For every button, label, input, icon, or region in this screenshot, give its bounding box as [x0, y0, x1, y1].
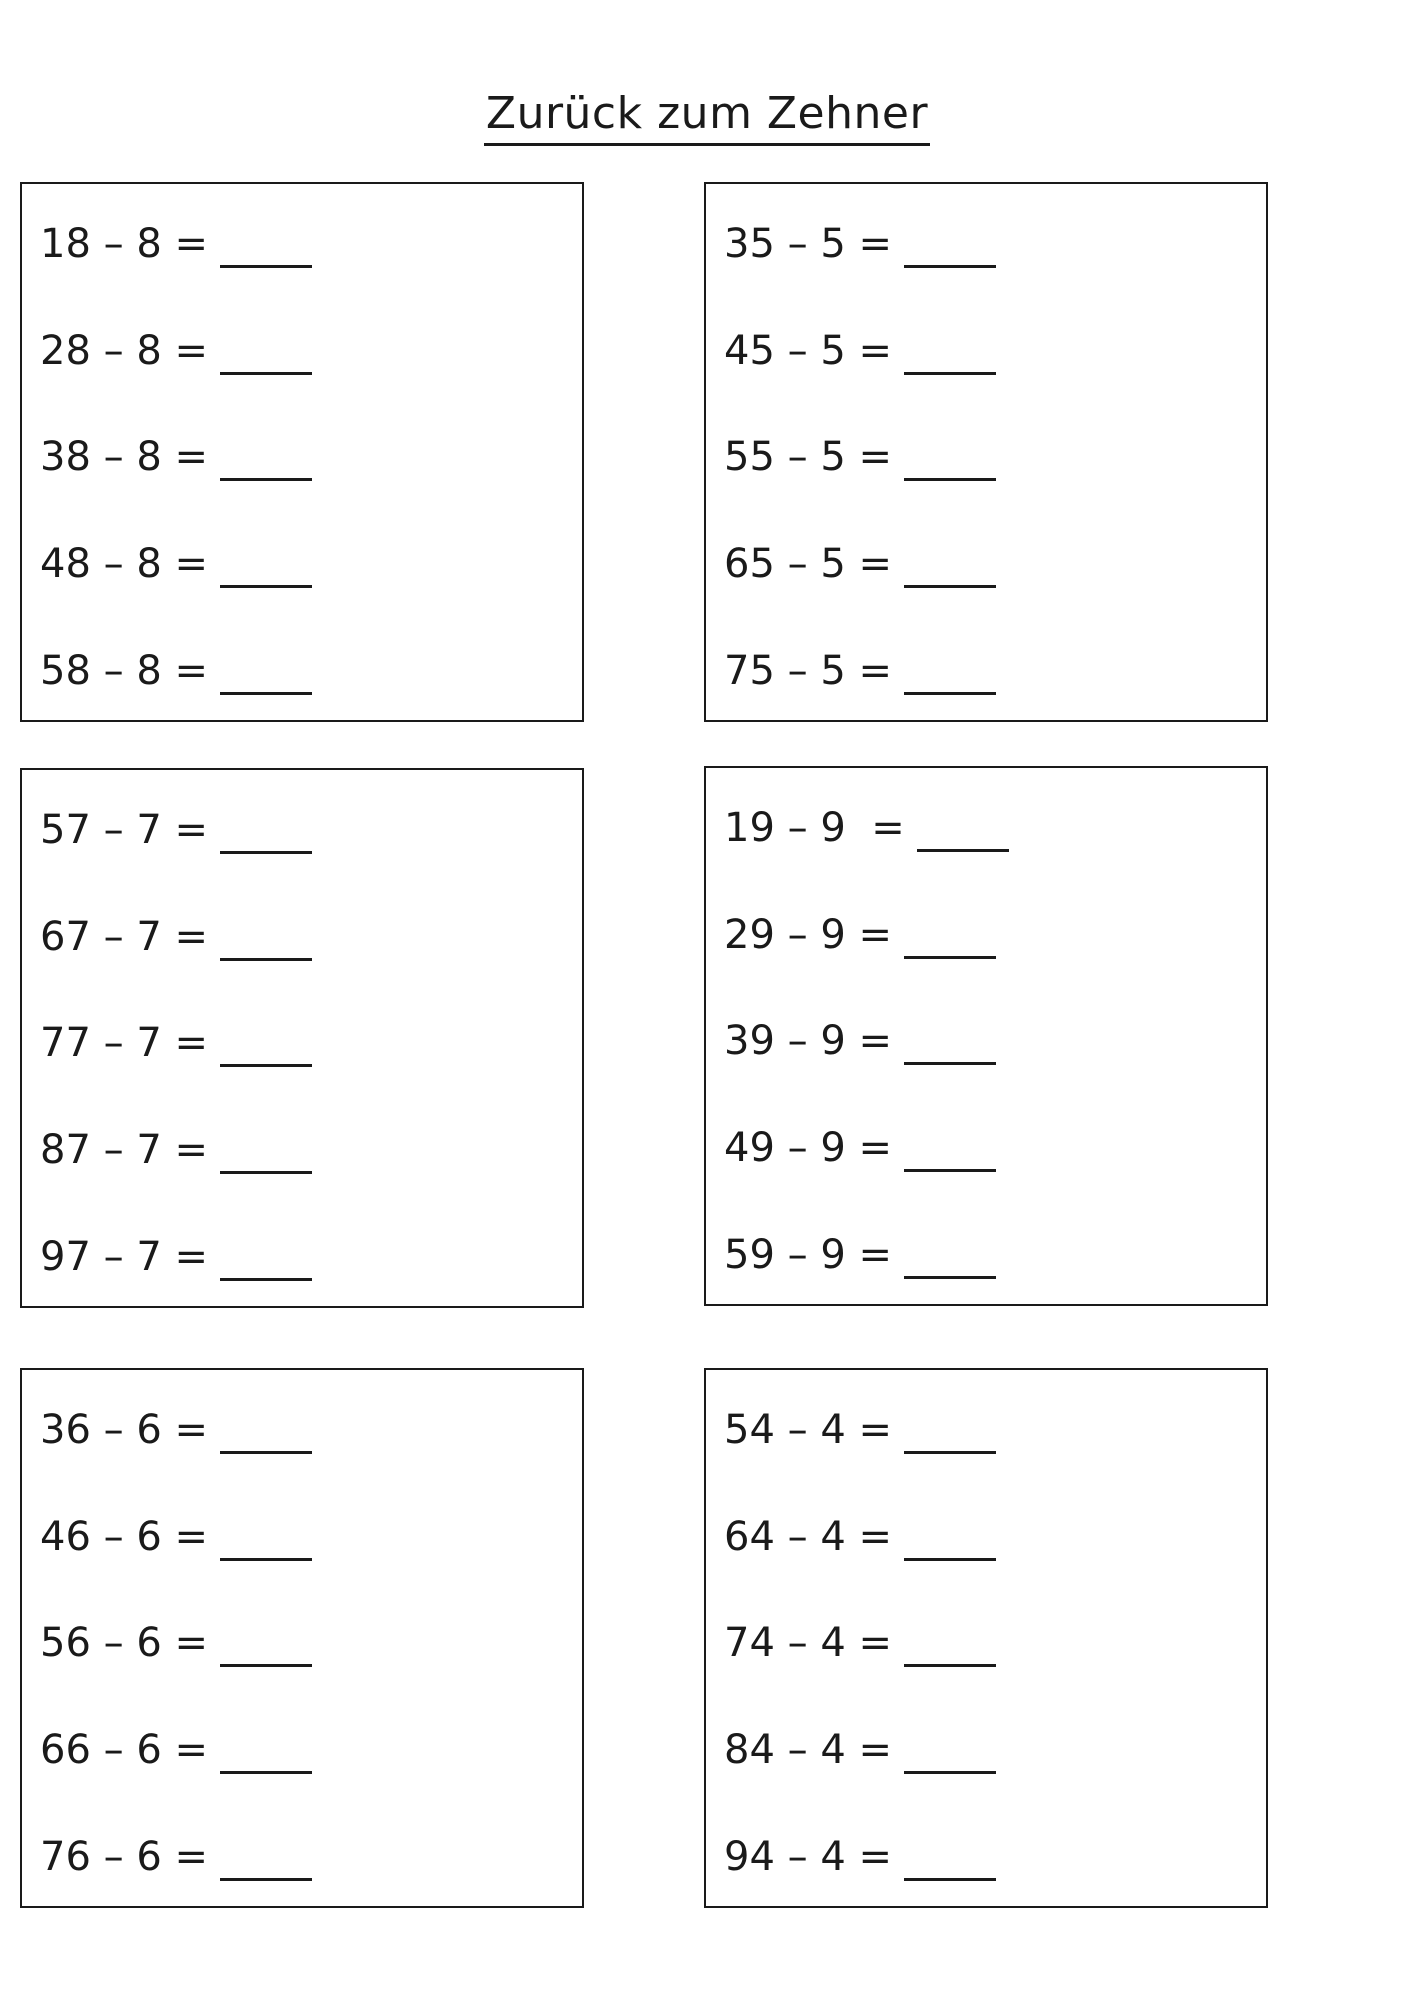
- answer-blank[interactable]: [904, 1771, 996, 1774]
- equation-row: [724, 524, 996, 587]
- equation-row: [40, 1390, 312, 1453]
- equation-row: [724, 788, 1009, 851]
- equation-text: 28 – 8 =: [40, 328, 209, 374]
- answer-blank[interactable]: [904, 1276, 996, 1279]
- equation-text: 75 – 5 =: [724, 648, 893, 694]
- answer-blank[interactable]: [220, 958, 312, 961]
- title-text: Zurück zum Zehner: [484, 88, 930, 146]
- equation-text: 94 – 4 =: [724, 1834, 893, 1880]
- answer-blank[interactable]: [220, 1771, 312, 1774]
- equation-text: 87 – 7 =: [40, 1127, 209, 1173]
- answer-blank[interactable]: [220, 265, 312, 268]
- equation-row: [40, 311, 312, 374]
- equation-row: [724, 1710, 996, 1773]
- exercise-box: [20, 182, 584, 722]
- answer-blank[interactable]: [220, 478, 312, 481]
- answer-blank[interactable]: [220, 1278, 312, 1281]
- equation-row: [40, 790, 312, 853]
- equation-row: [724, 895, 996, 958]
- exercise-box: [704, 766, 1268, 1306]
- equation-text: 59 – 9 =: [724, 1232, 893, 1278]
- equation-text: 58 – 8 =: [40, 648, 209, 694]
- answer-blank[interactable]: [220, 692, 312, 695]
- answer-blank[interactable]: [220, 1878, 312, 1881]
- answer-blank[interactable]: [220, 851, 312, 854]
- equation-text: 54 – 4 =: [724, 1407, 893, 1453]
- equation-row: [40, 524, 312, 587]
- equation-text: 57 – 7 =: [40, 807, 209, 853]
- answer-blank[interactable]: [220, 372, 312, 375]
- equation-text: 36 – 6 =: [40, 1407, 209, 1453]
- equation-text: 45 – 5 =: [724, 328, 893, 374]
- equation-text: 48 – 8 =: [40, 541, 209, 587]
- equation-row: [724, 417, 996, 480]
- equation-row: [40, 417, 312, 480]
- equation-row: [724, 204, 996, 267]
- equation-text: 97 – 7 =: [40, 1234, 209, 1280]
- answer-blank[interactable]: [904, 265, 996, 268]
- equation-row: [40, 631, 312, 694]
- page-title: [0, 88, 1414, 146]
- equation-text: 29 – 9 =: [724, 912, 893, 958]
- exercise-box: [20, 768, 584, 1308]
- answer-blank[interactable]: [904, 1169, 996, 1172]
- equation-text: 74 – 4 =: [724, 1620, 893, 1666]
- equation-row: [40, 897, 312, 960]
- answer-blank[interactable]: [904, 585, 996, 588]
- equation-row: [40, 1817, 312, 1880]
- equation-row: [40, 1217, 312, 1280]
- answer-blank[interactable]: [220, 1558, 312, 1561]
- equation-row: [40, 1603, 312, 1666]
- exercise-box: [704, 1368, 1268, 1908]
- equation-text: 19 – 9 =: [724, 805, 905, 851]
- equation-row: [40, 1710, 312, 1773]
- equation-text: 46 – 6 =: [40, 1514, 209, 1560]
- equation-text: 84 – 4 =: [724, 1727, 893, 1773]
- equation-row: [724, 1603, 996, 1666]
- equation-text: 76 – 6 =: [40, 1834, 209, 1880]
- answer-blank[interactable]: [904, 1062, 996, 1065]
- exercise-box: [704, 182, 1268, 722]
- equation-text: 55 – 5 =: [724, 434, 893, 480]
- answer-blank[interactable]: [220, 1664, 312, 1667]
- equation-row: [724, 1817, 996, 1880]
- equation-row: [40, 1003, 312, 1066]
- equation-text: 64 – 4 =: [724, 1514, 893, 1560]
- equation-text: 49 – 9 =: [724, 1125, 893, 1171]
- answer-blank[interactable]: [904, 478, 996, 481]
- equation-row: [724, 1108, 996, 1171]
- answer-blank[interactable]: [904, 956, 996, 959]
- equation-text: 38 – 8 =: [40, 434, 209, 480]
- equation-row: [40, 204, 312, 267]
- equation-text: 39 – 9 =: [724, 1018, 893, 1064]
- answer-blank[interactable]: [220, 585, 312, 588]
- answer-blank[interactable]: [220, 1064, 312, 1067]
- answer-blank[interactable]: [220, 1171, 312, 1174]
- answer-blank[interactable]: [904, 692, 996, 695]
- equation-row: [724, 1215, 996, 1278]
- equation-text: 56 – 6 =: [40, 1620, 209, 1666]
- equation-row: [724, 631, 996, 694]
- answer-blank[interactable]: [904, 1878, 996, 1881]
- equation-text: 35 – 5 =: [724, 221, 893, 267]
- equation-row: [724, 1001, 996, 1064]
- equation-row: [724, 1390, 996, 1453]
- equation-row: [724, 1497, 996, 1560]
- equation-text: 66 – 6 =: [40, 1727, 209, 1773]
- answer-blank[interactable]: [904, 1451, 996, 1454]
- answer-blank[interactable]: [917, 849, 1009, 852]
- equation-row: [724, 311, 996, 374]
- answer-blank[interactable]: [220, 1451, 312, 1454]
- equation-text: 77 – 7 =: [40, 1020, 209, 1066]
- answer-blank[interactable]: [904, 372, 996, 375]
- exercise-box: [20, 1368, 584, 1908]
- equation-text: 18 – 8 =: [40, 221, 209, 267]
- equation-row: [40, 1497, 312, 1560]
- equation-text: 65 – 5 =: [724, 541, 893, 587]
- equation-text: 67 – 7 =: [40, 914, 209, 960]
- equation-row: [40, 1110, 312, 1173]
- answer-blank[interactable]: [904, 1558, 996, 1561]
- answer-blank[interactable]: [904, 1664, 996, 1667]
